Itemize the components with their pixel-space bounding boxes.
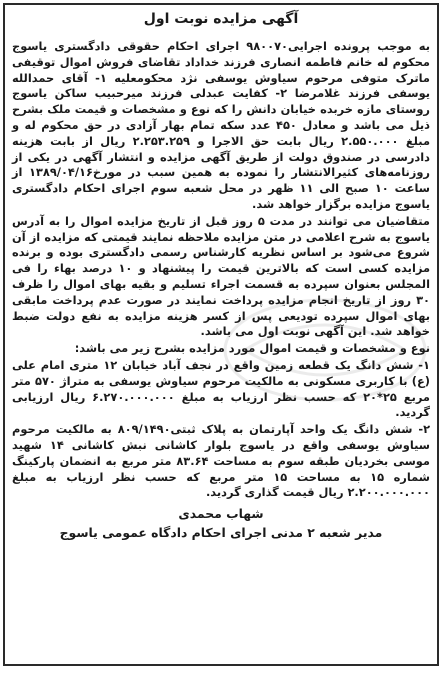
auction-notice: [3, 3, 439, 666]
intro-paragraph: به موجب پرونده اجرایی۹۸۰۰۷۰ اجرای احکام حقوقی دادگستری یاسوج محکوم له خانم فاطمه انصاری فرزند خداداد تقاضای فروش اموال توقیفی ماترک متوفی مرحوم سیاوش یوسفی نژد محکومعلیه ۱- آقای حمدالله یوسفی فرزند غلامرضا ۲- کفایت عبدلی فرزند میرحبیب ساکن یاسوج روستای مازه خربده خیابان دانش را که نوع و مشخصات و قیمت ملک بشرح ذیل می باشد و معادل ۴۵۰ عدد سکه تمام بهار آزادی در حق محکوم له و مبلغ ۲.۵۵۰.۰۰۰ ریال بابت حق الاجرا و ۲.۲۵۳.۲۵۹ ریال از بابت هزینه دادرسی در صندوق دولت از طریق آگهی مزایده و انتشار آگهی در یکی از روزنامه‌های کثیرالانتشار را نموده به همین سبب در مورخ۱۳۸۹/۰۴/۱۶ از ساعت ۱۰ صبح الی ۱۱ ظهر در محل شعبه سوم اجرای احکام دادگستری یاسوج مزایده برگزار خواهد شد.: [12, 39, 430, 211]
signatory-title: مدیر شعبه ۲ مدنی اجرای احکام دادگاه عمومی یاسوج: [59, 525, 383, 541]
signatory-name: شهاب محمدی: [178, 506, 264, 522]
items-heading: نوع و مشخصات و قیمت اموال مورد مزایده بشرح زیر می باشد:: [74, 341, 430, 356]
item-2-paragraph: ۲- شش دانگ یک واحد آپارتمان به پلاک ثبتی۸۰۹/۱۴۹۰ به مالکیت مرحوم سیاوش یوسفی واقع در یاسوج بلوار کاشانی نبش کاشانی ۱۴ شهید موسی بخردیان طبقه سوم به مساحت ۸۳.۶۴ متر مربع به انضمان پارکینگ شماره ۱۵ به مساحت ۱۵ متر مربع که حسب نظر ارزیاب به مبلغ ۲.۲۰۰.۰۰۰.۰۰۰ ریال قیمت گذاری گردید.: [12, 422, 431, 500]
item-1-paragraph: ۱- شش دانگ یک قطعه زمین واقع در نجف آباد خیابان ۱۲ متری امام علی (ع) با کاربری مسکونی به مالکیت مرحوم سیاوش یوسفی به متراژ ۵۷۰ متر مربع ۲۵*۲۰ که حسب نظر ارزیاب به مبلغ ۶.۲۷۰.۰۰۰.۰۰۰ ریال ارزیابی گردید.: [12, 357, 430, 420]
conditions-paragraph: متقاضیان می توانند در مدت ۵ روز قبل از تاریخ مزایده اموال را به آدرس یاسوج به شرح اعلامی در متن مزایده ملاحظه نمایند قیمتی که مزایده از آن شروع می‌شود بر اساس نظریه کارشناس رسمی دادگستری بوده و برنده مزایده کسی است که بالاترین قیمت را پیشنهاد و ۱۰ درصد بهاء را فی المجلس بعنوان سپرده به قسمت اجراء تسلیم و بقیه بهای اموال را ظرف ۳۰ روز از تاریخ انجام مزایده پرداخت نمایند در صورت عدم پرداخت مابقی بهای اموال سپرده تودیعی پس از کسر هزینه مزایده به نفع دولت ضبط خواهد شد. این آگهی نوبت اول می باشد.: [12, 213, 430, 339]
notice-title: آگهی مزایده نوبت اول: [143, 11, 299, 27]
